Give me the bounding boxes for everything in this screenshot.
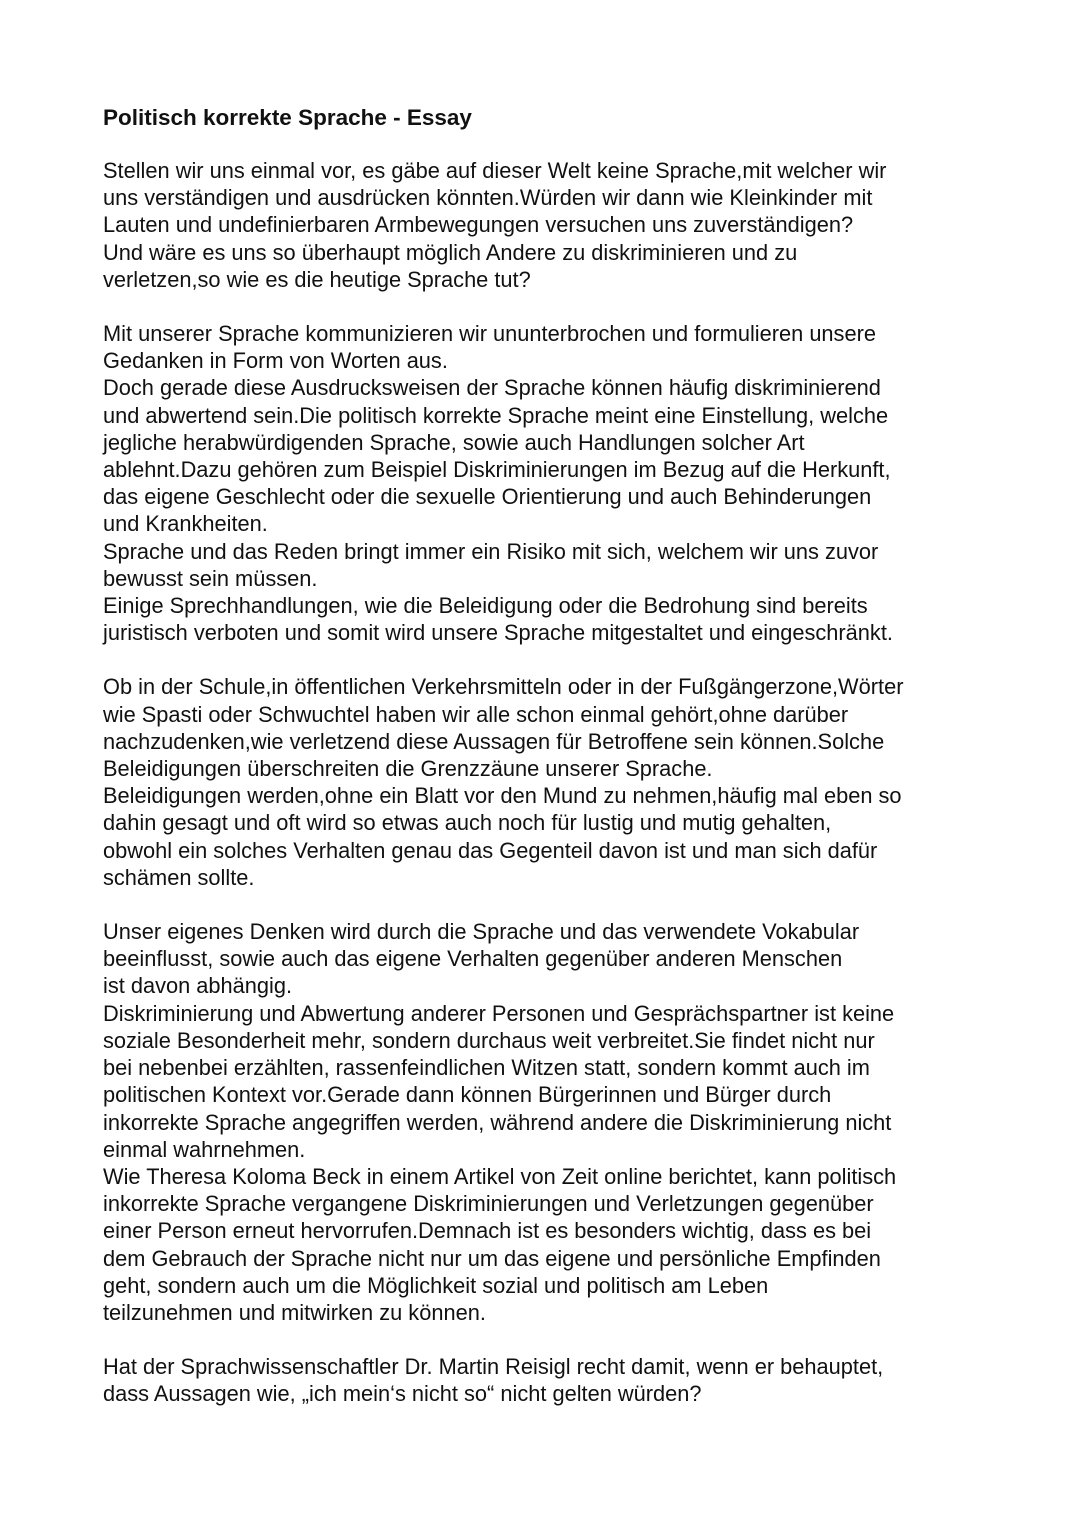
text-line: schämen sollte. bbox=[103, 864, 255, 890]
text-line: juristisch verboten und somit wird unsere Sprache mitgestaltet und eingeschränkt. bbox=[103, 620, 893, 646]
text-line: teilzunehmen und mitwirken zu können. bbox=[103, 1299, 486, 1325]
essay-paragraph bbox=[103, 918, 983, 1326]
text-line: dass Aussagen wie, „ich mein‘s nicht so“ nicht gelten würden? bbox=[103, 1381, 702, 1407]
text-line: Doch gerade diese Ausdrucksweisen der Sprache können häufig diskriminierend bbox=[103, 375, 881, 401]
text-line: bewusst sein müssen. bbox=[103, 565, 318, 591]
text-line: uns verständigen und ausdrücken könnten.Würden wir dann wie Kleinkinder mit bbox=[103, 185, 873, 211]
text-line: Gedanken in Form von Worten aus. bbox=[103, 348, 448, 374]
text-line: dahin gesagt und oft wird so etwas auch noch für lustig und mutig gehalten, bbox=[103, 810, 832, 836]
text-line: wie Spasti oder Schwuchtel haben wir alle schon einmal gehört,ohne darüber bbox=[103, 701, 849, 727]
text-line: bei nebenbei erzählten, rassenfeindlichen Witzen statt, sondern kommt auch im bbox=[103, 1055, 870, 1081]
text-line: Mit unserer Sprache kommunizieren wir ununterbrochen und formulieren unsere bbox=[103, 321, 876, 347]
text-line: inkorrekte Sprache vergangene Diskriminierungen und Verletzungen gegenüber bbox=[103, 1191, 874, 1217]
document-page bbox=[103, 104, 983, 1435]
essay-title: Politisch korrekte Sprache - Essay bbox=[103, 105, 472, 130]
text-line: beeinflusst, sowie auch das eigene Verhalten gegenüber anderen Menschen bbox=[103, 946, 843, 972]
text-line: Hat der Sprachwissenschaftler Dr. Martin Reisigl recht damit, wenn er behauptet, bbox=[103, 1354, 884, 1380]
text-line: politischen Kontext vor.Gerade dann können Bürgerinnen und Bürger durch bbox=[103, 1082, 832, 1108]
text-line: Lauten und undefinierbaren Armbewegungen versuchen uns zuverständigen? bbox=[103, 212, 854, 238]
text-line: ist davon abhängig. bbox=[103, 973, 293, 999]
text-line: ablehnt.Dazu gehören zum Beispiel Diskriminierungen im Bezug auf die Herkunft, bbox=[103, 457, 891, 483]
text-line: jegliche herabwürdigenden Sprache, sowie auch Handlungen solcher Art bbox=[103, 429, 805, 455]
text-line: inkorrekte Sprache angegriffen werden, während andere die Diskriminierung nicht bbox=[103, 1109, 892, 1135]
text-line: Diskriminierung und Abwertung anderer Personen und Gesprächspartner ist keine bbox=[103, 1000, 895, 1026]
essay-paragraph bbox=[103, 673, 983, 891]
text-line: einer Person erneut hervorrufen.Demnach ist es besonders wichtig, dass es bei bbox=[103, 1218, 872, 1244]
essay-paragraph bbox=[103, 1353, 983, 1407]
text-line: obwohl ein solches Verhalten genau das Gegenteil davon ist und man sich dafür bbox=[103, 837, 878, 863]
essay-paragraph bbox=[103, 157, 983, 293]
text-line: und Krankheiten. bbox=[103, 511, 268, 537]
text-line: Einige Sprechhandlungen, wie die Beleidigung oder die Bedrohung sind bereits bbox=[103, 593, 868, 619]
text-line: und abwertend sein.Die politisch korrekte Sprache meint eine Einstellung, welche bbox=[103, 402, 889, 428]
text-line: Und wäre es uns so überhaupt möglich Andere zu diskriminieren und zu bbox=[103, 239, 798, 265]
text-line: Ob in der Schule,in öffentlichen Verkehrsmitteln oder in der Fußgängerzone,Wörter bbox=[103, 674, 904, 700]
text-line: soziale Besonderheit mehr, sondern durchaus weit verbreitet.Sie findet nicht nur bbox=[103, 1027, 875, 1053]
text-line: Stellen wir uns einmal vor, es gäbe auf dieser Welt keine Sprache,mit welcher wir bbox=[103, 158, 887, 183]
text-line: Beleidigungen werden,ohne ein Blatt vor den Mund zu nehmen,häufig mal eben so bbox=[103, 783, 902, 809]
text-line: Unser eigenes Denken wird durch die Sprache und das verwendete Vokabular bbox=[103, 919, 860, 945]
essay-body bbox=[103, 157, 983, 1408]
text-line: Sprache und das Reden bringt immer ein Risiko mit sich, welchem wir uns zuvor bbox=[103, 538, 879, 564]
text-line: Beleidigungen überschreiten die Grenzzäune unserer Sprache. bbox=[103, 756, 713, 782]
text-line: einmal wahrnehmen. bbox=[103, 1136, 306, 1162]
text-line: das eigene Geschlecht oder die sexuelle Orientierung und auch Behinderungen bbox=[103, 484, 872, 510]
text-line: Wie Theresa Koloma Beck in einem Artikel von Zeit online berichtet, kann politisch bbox=[103, 1163, 897, 1189]
text-line: nachzudenken,wie verletzend diese Aussagen für Betroffene sein können.Solche bbox=[103, 728, 885, 754]
text-line: verletzen,so wie es die heutige Sprache tut? bbox=[103, 266, 531, 292]
text-line: geht, sondern auch um die Möglichkeit sozial und politisch am Leben bbox=[103, 1272, 769, 1298]
essay-paragraph bbox=[103, 320, 983, 646]
text-line: dem Gebrauch der Sprache nicht nur um das eigene und persönliche Empfinden bbox=[103, 1245, 881, 1271]
